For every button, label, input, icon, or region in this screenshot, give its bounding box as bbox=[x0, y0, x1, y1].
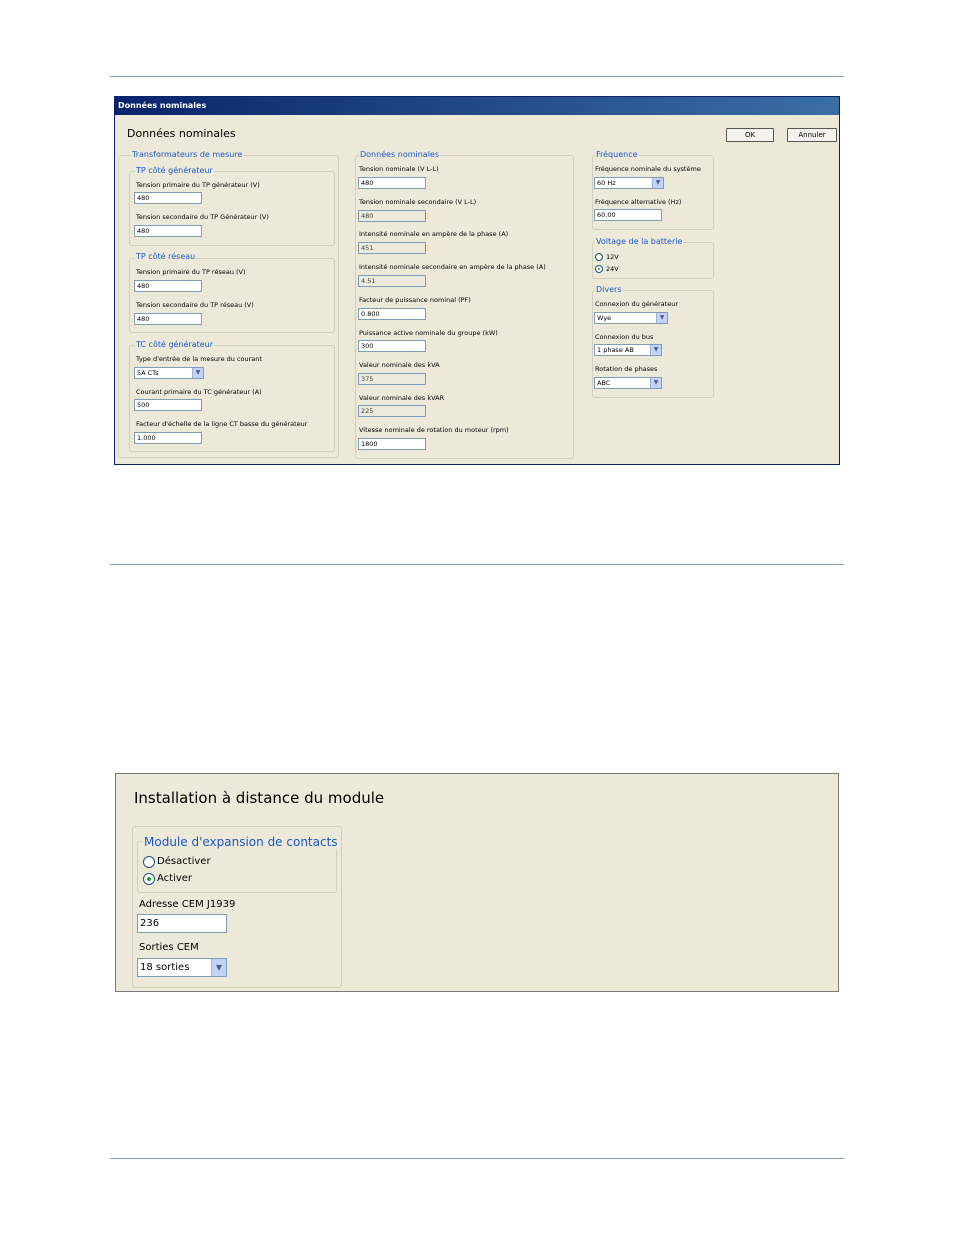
battery-24v-label: 24V bbox=[606, 265, 619, 273]
rated-voltage-input[interactable]: 480 bbox=[358, 177, 426, 189]
rated-phase-current-value: 451 bbox=[358, 242, 426, 254]
frequency-legend: Fréquence bbox=[596, 150, 638, 159]
page-title: Données nominales bbox=[127, 127, 236, 140]
ct-primary-input[interactable]: 500 bbox=[134, 399, 202, 411]
rated-secondary-current-label: Intensité nominale secondaire en ampère de la phase (A) bbox=[359, 263, 546, 271]
gen-pt-legend: TP côté générateur bbox=[136, 166, 213, 175]
alt-frequency-label: Fréquence alternative (Hz) bbox=[595, 198, 682, 206]
rated-secondary-voltage-value: 480 bbox=[358, 210, 426, 222]
rated-voltage-label: Tension nominale (V L-L) bbox=[359, 165, 439, 173]
window-titlebar: Données nominales bbox=[115, 97, 839, 115]
bus-pt-primary-input[interactable]: 480 bbox=[134, 280, 202, 292]
rated-kva-label: Valeur nominale des kVA bbox=[359, 361, 440, 369]
ratings-legend: Données nominales bbox=[360, 150, 440, 159]
page-rule-middle bbox=[110, 564, 844, 565]
bus-pt-secondary-input[interactable]: 480 bbox=[134, 313, 202, 325]
rated-phase-current-label: Intensité nominale en ampère de la phase (A) bbox=[359, 230, 509, 238]
ct-scale-input[interactable]: 1.000 bbox=[134, 432, 202, 444]
chevron-down-icon[interactable]: ▼ bbox=[650, 345, 661, 355]
cem-outputs-select[interactable] bbox=[137, 958, 227, 977]
bus-connection-select[interactable] bbox=[594, 344, 662, 356]
rated-kw-label: Puissance active nominale du groupe (kW) bbox=[359, 329, 498, 337]
cem-address-label: Adresse CEM J1939 bbox=[139, 899, 236, 910]
ct-primary-label: Courant primaire du TC générateur (A) bbox=[136, 388, 262, 396]
phase-rotation-value: ABC bbox=[597, 379, 611, 387]
system-frequency-label: Fréquence nominale du système bbox=[595, 165, 701, 173]
phase-rotation-select[interactable] bbox=[594, 377, 662, 389]
rated-data-window bbox=[114, 96, 840, 465]
page-rule-bottom bbox=[110, 1158, 844, 1159]
gen-connection-label: Connexion du générateur bbox=[595, 300, 679, 308]
chevron-down-icon[interactable]: ▼ bbox=[650, 378, 661, 388]
cancel-button[interactable]: Annuler bbox=[787, 128, 837, 142]
bus-connection-label: Connexion du bus bbox=[595, 333, 654, 341]
gen-pt-secondary-label: Tension secondaire du TP Générateur (V) bbox=[136, 213, 269, 221]
disable-radio[interactable] bbox=[143, 856, 155, 868]
bus-pt-legend: TP côté réseau bbox=[136, 252, 196, 261]
ct-type-value: 5A CTs bbox=[137, 369, 159, 377]
battery-12v-radio[interactable] bbox=[595, 253, 603, 261]
enable-radio[interactable] bbox=[143, 873, 155, 885]
chevron-down-icon[interactable]: ▼ bbox=[211, 959, 226, 976]
rated-power-factor-label: Facteur de puissance nominal (PF) bbox=[359, 296, 471, 304]
gen-pt-secondary-input[interactable]: 480 bbox=[134, 225, 202, 237]
bus-pt-primary-label: Tension primaire du TP réseau (V) bbox=[136, 268, 246, 276]
bus-pt-secondary-label: Tension secondaire du TP réseau (V) bbox=[136, 301, 254, 309]
battery-12v-label: 12V bbox=[606, 253, 619, 261]
cem-outputs-value: 18 sorties bbox=[140, 962, 190, 973]
gen-connection-value: Wye bbox=[597, 314, 612, 322]
page-title: Installation à distance du module bbox=[134, 789, 385, 807]
rated-rpm-input[interactable]: 1800 bbox=[358, 438, 426, 450]
enable-label: Activer bbox=[157, 873, 193, 884]
system-frequency-select[interactable] bbox=[594, 177, 664, 189]
rated-kva-value: 375 bbox=[358, 373, 426, 385]
chevron-down-icon[interactable]: ▼ bbox=[652, 178, 663, 188]
rated-secondary-voltage-label: Tension nominale secondaire (V L-L) bbox=[359, 198, 477, 206]
rated-power-factor-input[interactable]: 0.800 bbox=[358, 308, 426, 320]
alt-frequency-input[interactable]: 60.00 bbox=[594, 209, 662, 221]
ct-type-label: Type d'entrée de la mesure du courant bbox=[136, 355, 262, 363]
gen-ct-legend: TC côté générateur bbox=[136, 340, 214, 349]
cem-outputs-label: Sorties CEM bbox=[139, 942, 199, 953]
remote-module-window bbox=[115, 773, 839, 992]
rated-kvar-label: Valeur nominale des kVAR bbox=[359, 394, 445, 402]
rated-kvar-value: 225 bbox=[358, 405, 426, 417]
ok-button[interactable]: OK bbox=[726, 128, 774, 142]
page-rule-top bbox=[110, 76, 844, 77]
rated-rpm-label: Vitesse nominale de rotation du moteur (rpm) bbox=[359, 426, 509, 434]
chevron-down-icon[interactable]: ▼ bbox=[192, 368, 203, 378]
instrument-transformers-legend: Transformateurs de mesure bbox=[132, 150, 243, 159]
disable-label: Désactiver bbox=[157, 856, 211, 867]
misc-legend: Divers bbox=[596, 285, 622, 294]
contact-expansion-legend: Module d'expansion de contacts bbox=[144, 835, 338, 849]
system-frequency-value: 60 Hz bbox=[597, 179, 616, 187]
gen-connection-select[interactable] bbox=[594, 312, 668, 324]
ct-type-select[interactable] bbox=[134, 367, 204, 379]
bus-connection-value: 1 phase AB bbox=[597, 346, 634, 354]
battery-voltage-legend: Voltage de la batterie bbox=[596, 237, 683, 246]
ct-scale-label: Facteur d'échelle de la ligne CT basse du générateur bbox=[136, 420, 308, 428]
rated-secondary-current-value: 4.51 bbox=[358, 275, 426, 287]
chevron-down-icon[interactable]: ▼ bbox=[656, 313, 667, 323]
phase-rotation-label: Rotation de phases bbox=[595, 365, 658, 373]
rated-kw-input[interactable]: 300 bbox=[358, 340, 426, 352]
cem-address-input[interactable]: 236 bbox=[137, 914, 227, 933]
gen-pt-primary-input[interactable]: 480 bbox=[134, 192, 202, 204]
battery-24v-radio[interactable] bbox=[595, 265, 603, 273]
gen-pt-primary-label: Tension primaire du TP générateur (V) bbox=[136, 181, 260, 189]
